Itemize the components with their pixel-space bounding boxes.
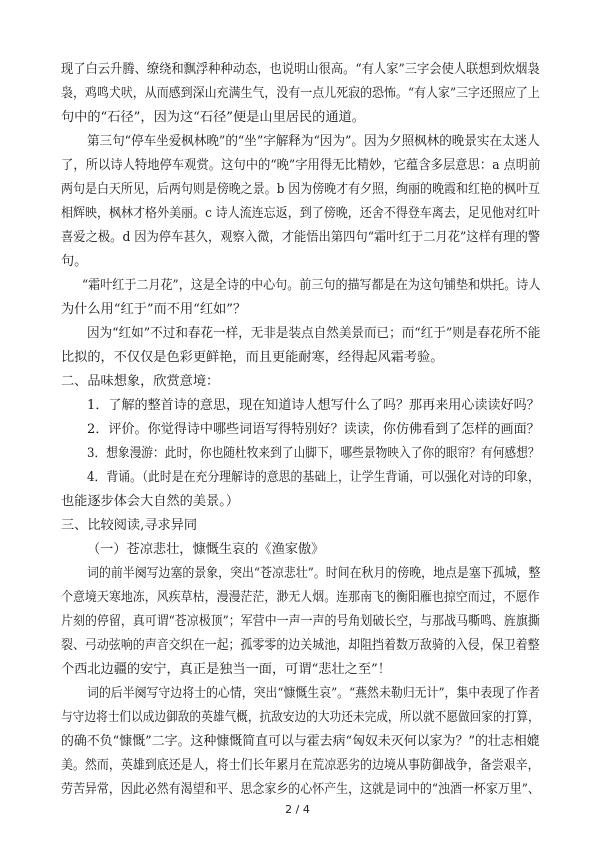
text-line: 袅，鸡鸣犬吠，从而感到深山充满生气，没有一点儿死寂的恐怖。“有人家”三字还照应了上 — [61, 86, 540, 101]
paragraph-start: 词的后半阕写守边将士的心情，突出“慷慨生哀”。“燕然未勒归无计”，集中表现了作者 — [87, 686, 540, 701]
subsection-heading: （一）苍凉悲壮，慷慨生哀的《渔家傲》 — [87, 542, 325, 557]
text-line: 片刻的停留，真可谓“苍凉极顶”；军营中一声一声的号角划破长空，与那战马嘶鸣、旌旗撕 — [61, 614, 540, 629]
text-line: 的确不负“慷慨”二字。这种慷慨简直可以与霍去病“匈奴未灭何以家为？”的壮志相媲 — [61, 734, 540, 749]
text-line: 也能逐步体会大自然的美景。） — [61, 494, 240, 509]
page-number: 2 / 4 — [285, 803, 310, 816]
text-line: 与守边将士们以成边御敌的英雄气概，抗敌安边的大功还未完成，所以就不愿做回家的打算， — [61, 710, 540, 725]
text-line: 为什么用“红于”而不用“红如”？ — [61, 302, 247, 317]
text-line: 劳苦异常，因此必然有渴望和平、思念家乡的心怀产生，这就是词中的“浊酒一杯家万里”、 — [61, 782, 540, 797]
text-line: 个意境天寒地冻，风疾草枯，漫漫茫茫，渺无人烟。连那南飞的衡阳雁也掠空而过，不愿作 — [61, 590, 540, 605]
paragraph-start: “霜叶红于二月花”，这是全诗的中心句。前三句的描写都是在为这句铺垫和烘托。诗人 — [82, 278, 541, 293]
list-item: 3．想象漫游：此时，你也随杜牧来到了山脚下，哪些景物映入了你的眼帘？有何感想？ — [87, 446, 540, 461]
paragraph-start: 第三句“停车坐爱枫林晚”的“坐”字解释为“因为”。因为夕照枫林的晚景实在太迷人 — [87, 134, 540, 149]
text-line: 现了白云升腾、缭绕和飘浮种种动态，也说明山很高。“有人家”三字会使人联想到炊烟袅 — [61, 62, 540, 77]
text-line: 裂、弓动弦响的声音交织在一起；孤零零的边关城池，却阻挡着数万敌骑的入侵，保卫着整 — [61, 638, 540, 653]
list-item: 2．评价。你觉得诗中哪些词语写得特别好？读读，你仿佛看到了怎样的画面？ — [87, 422, 540, 437]
section-heading: 二、品味想象，欣赏意境： — [61, 374, 220, 389]
list-item: 4．背诵。（此时是在充分理解诗的意思的基础上，让学生背诵，可以强化对诗的印象， — [87, 470, 540, 485]
text-line: 喜爱之极。d 因为停车甚久，观察入微，才能悟出第四句“霜叶红于二月花”这样有理的警 — [61, 230, 541, 245]
list-item: 1．了解的整首诗的意思，现在知道诗人想写什么了吗？那再来用心读读好吗？ — [87, 398, 540, 413]
text-line: 句。 — [61, 254, 88, 269]
text-line: 个西北边疆的安宁，真正是独当一面，可谓“悲壮之至”！ — [61, 662, 391, 677]
text-line: 美。然而，英雄到底还是人，将士们长年累月在荒凉恶劣的边境从事防御战争，备尝艰辛， — [61, 758, 540, 773]
text-line: 比拟的，不仅仅是色彩更鲜艳，而且更能耐寒，经得起风霜考验。 — [61, 350, 444, 365]
paragraph-start: 因为“红如”不过和春花一样，无非是装点自然美景而已；而“红于”则是春花所不能 — [87, 326, 541, 341]
paragraph-start: 词的前半阕写边塞的景象，突出“苍凉悲壮”。时间在秋月的傍晚，地点是塞下孤城，整 — [87, 566, 541, 581]
section-heading: 三、比较阅读,寻求异同 — [61, 518, 198, 533]
text-line: 两句是白天所见，后两句则是傍晚之景。b 因为傍晚才有夕照，绚丽的晚霞和红艳的枫叶互 — [61, 182, 540, 197]
text-line: 相辉映，枫林才格外美丽。c 诗人流连忘返，到了傍晚，还舍不得登车离去，足见他对红叶 — [61, 206, 540, 221]
text-line: 句中的“石径”，因为这“石径”便是山里居民的通道。 — [61, 110, 365, 125]
text-line: 了，所以诗人特地停车观赏。这句中的“晚”字用得无比精妙，它蕴含多层意思：a 点明前 — [61, 158, 541, 173]
